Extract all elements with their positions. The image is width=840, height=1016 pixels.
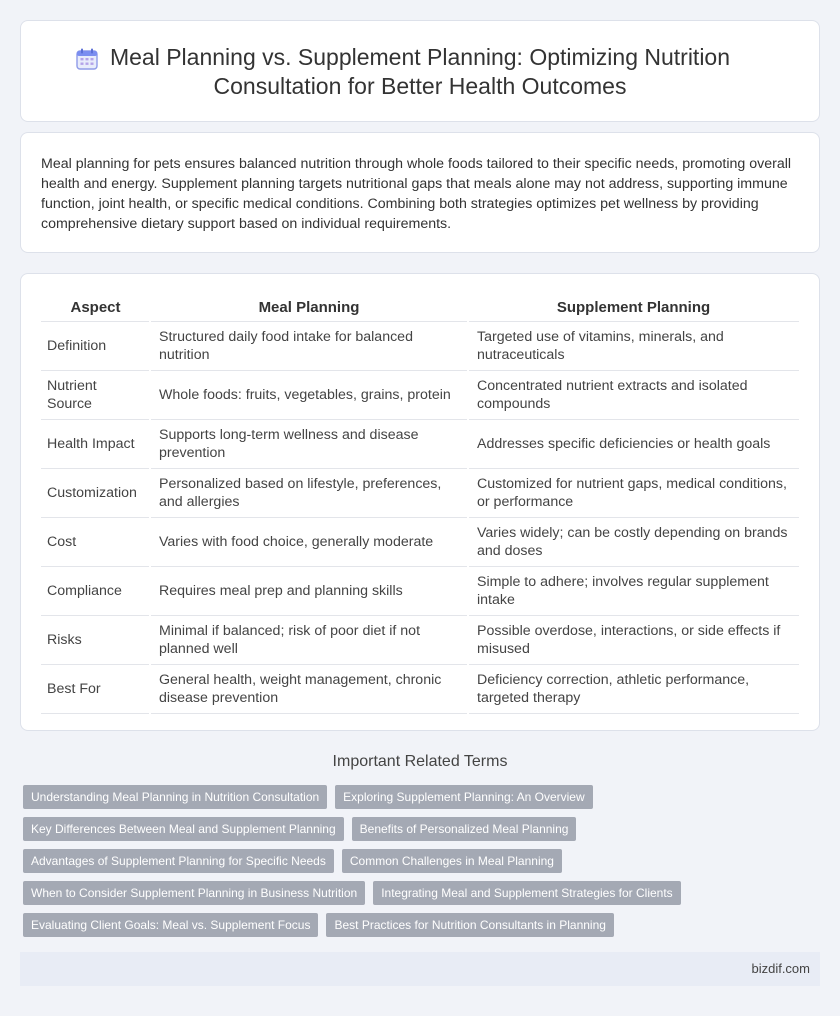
related-term-link[interactable]: Understanding Meal Planning in Nutrition Consultation [23,785,327,809]
aspect-cell: Cost [41,517,150,566]
table-row [41,517,799,566]
footer-site: bizdif.com [751,961,810,976]
table-row [41,664,799,713]
table-row [41,321,799,370]
supplement-planning-cell: Addresses specific deficiencies or health goals [468,419,799,468]
intro-paragraph: Meal planning for pets ensures balanced nutrition through whole foods tailored to their specific needs, promoting overall health and energy. Supplement planning targets nutritional gaps that meals alone may not address, supporting immune function, joint health, or specific medical conditions. Combining both strategies optimizes pet wellness by providing comprehensive dietary support based on individual requirements. [41,156,792,232]
page-title: Meal Planning vs. Supplement Planning: Optimizing Nutrition Consultation for Better Health Outcomes [109,44,731,99]
related-term-link[interactable]: Key Differences Between Meal and Supplement Planning [23,817,344,841]
aspect-cell: Health Impact [41,419,150,468]
aspect-cell: Customization [41,468,150,517]
aspect-cell: Definition [41,321,150,370]
meal-planning-cell: Personalized based on lifestyle, preferences, and allergies [150,468,468,517]
related-terms-list [23,785,823,945]
supplement-planning-cell: Varies widely; can be costly depending on brands and doses [468,517,799,566]
table-row [41,370,799,419]
related-term-link[interactable]: Evaluating Client Goals: Meal vs. Supplement Focus [23,913,318,937]
supplement-planning-cell: Targeted use of vitamins, minerals, and nutraceuticals [468,321,799,370]
related-terms-row [23,817,823,841]
intro-card [20,132,820,253]
related-term-link[interactable]: When to Consider Supplement Planning in Business Nutrition [23,881,365,905]
title-card [20,20,820,122]
comparison-card [20,273,820,731]
header-supplement-planning: Supplement Planning [468,295,799,321]
supplement-planning-cell: Customized for nutrient gaps, medical conditions, or performance [468,468,799,517]
related-term-link[interactable]: Common Challenges in Meal Planning [342,849,562,873]
meal-planning-cell: Whole foods: fruits, vegetables, grains, protein [150,370,468,419]
related-terms-row [23,913,823,937]
related-term-link[interactable]: Advantages of Supplement Planning for Specific Needs [23,849,334,873]
related-terms-row [23,849,823,873]
meal-planning-cell: Structured daily food intake for balanced nutrition [150,321,468,370]
meal-planning-cell: Minimal if balanced; risk of poor diet if not planned well [150,615,468,664]
related-terms-title: Important Related Terms [332,753,508,770]
table-row [41,468,799,517]
meal-planning-cell: Supports long-term wellness and disease prevention [150,419,468,468]
aspect-cell: Risks [41,615,150,664]
related-term-link[interactable]: Integrating Meal and Supplement Strategies for Clients [373,881,681,905]
footer [20,952,820,986]
comparison-table [41,295,799,714]
table-row [41,615,799,664]
header-aspect: Aspect [41,295,150,321]
related-term-link[interactable]: Benefits of Personalized Meal Planning [352,817,577,841]
table-row [41,566,799,615]
aspect-cell: Nutrient Source [41,370,150,419]
table-header-row [41,295,799,321]
related-terms-row [23,785,823,809]
aspect-cell: Best For [41,664,150,713]
table-row [41,419,799,468]
related-terms-row [23,881,823,905]
meal-planning-cell: General health, weight management, chronic disease prevention [150,664,468,713]
supplement-planning-cell: Deficiency correction, athletic performance, targeted therapy [468,664,799,713]
related-term-link[interactable]: Best Practices for Nutrition Consultants in Planning [326,913,613,937]
supplement-planning-cell: Simple to adhere; involves regular supplement intake [468,566,799,615]
related-term-link[interactable]: Exploring Supplement Planning: An Overview [335,785,592,809]
aspect-cell: Compliance [41,566,150,615]
meal-planning-cell: Requires meal prep and planning skills [150,566,468,615]
header-meal-planning: Meal Planning [150,295,468,321]
meal-planning-cell: Varies with food choice, generally moderate [150,517,468,566]
supplement-planning-cell: Possible overdose, interactions, or side effects if misused [468,615,799,664]
supplement-planning-cell: Concentrated nutrient extracts and isolated compounds [468,370,799,419]
